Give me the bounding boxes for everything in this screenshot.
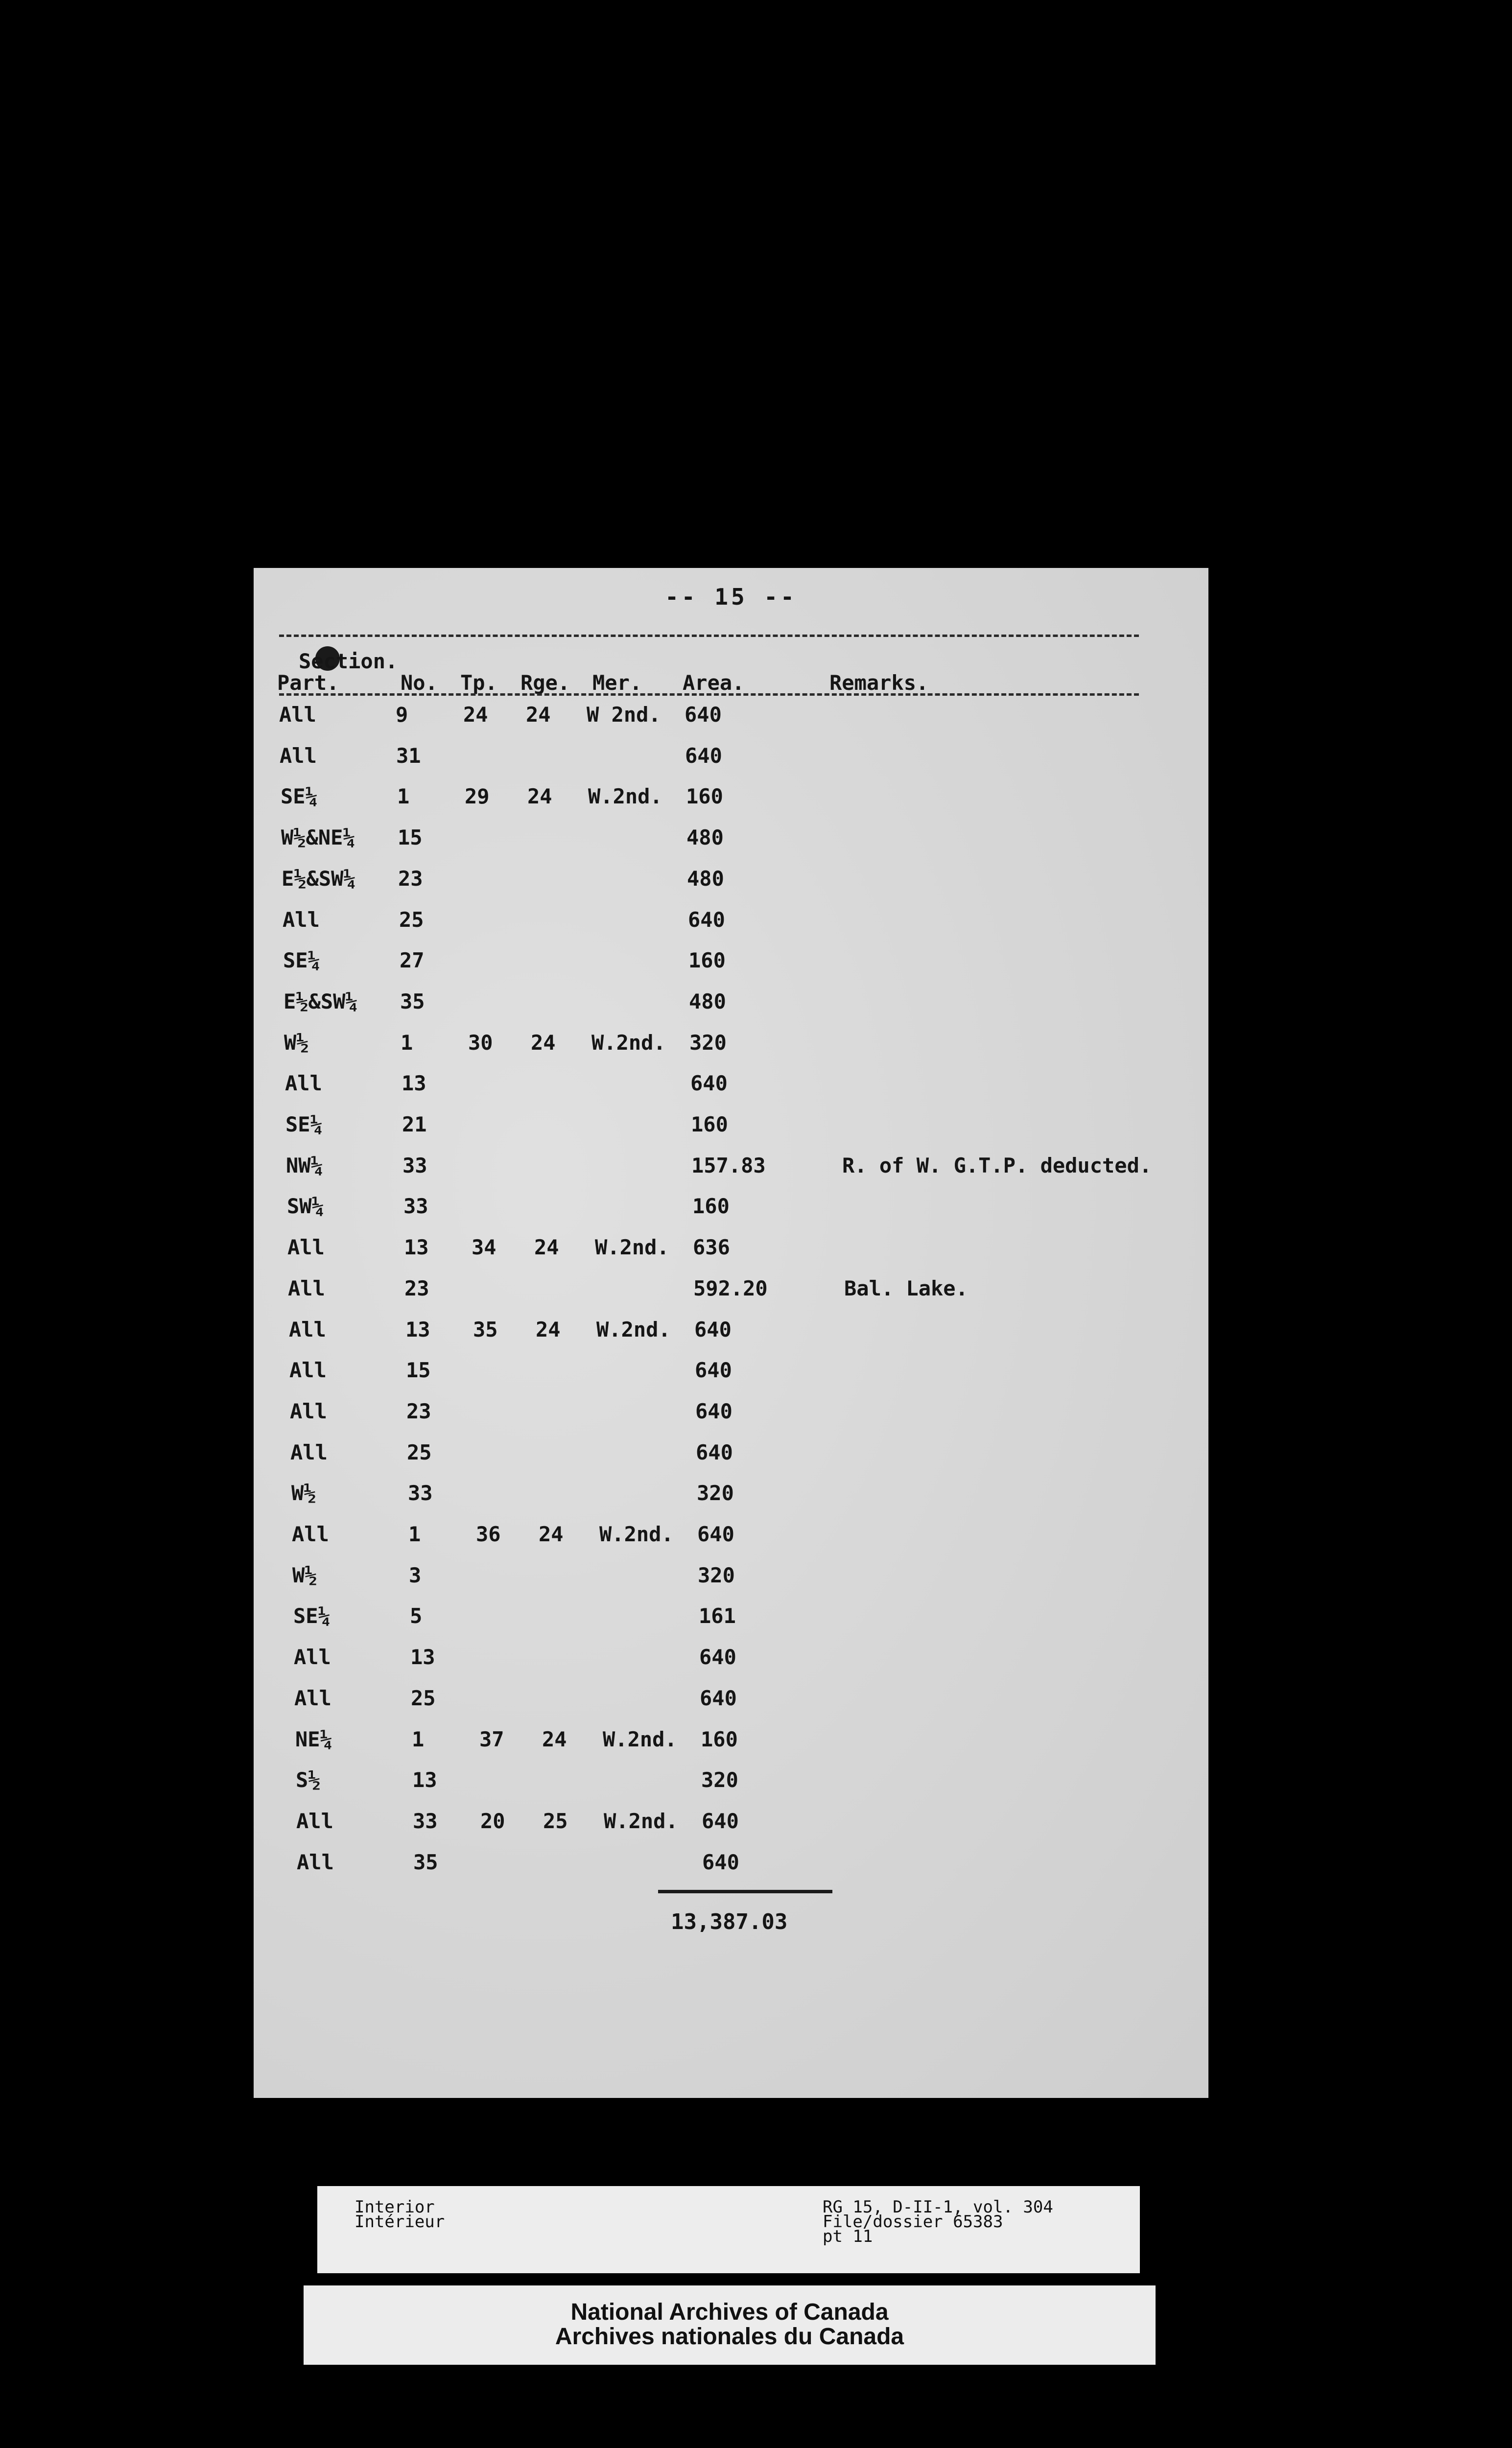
cell-mer: W.2nd. (591, 1031, 666, 1055)
cell-part: SE¼ (281, 784, 318, 808)
cell-area: 160 (691, 1112, 728, 1136)
cell-area: 640 (702, 1809, 739, 1833)
cell-part: All (280, 744, 317, 768)
cell-no: 25 (399, 908, 424, 932)
institution-name-fr: Archives nationales du Canada (555, 2324, 904, 2350)
table-row (254, 1727, 1208, 1766)
cell-no: 13 (402, 1071, 426, 1095)
cell-part: SE¼ (283, 948, 320, 972)
table-row (254, 1850, 1208, 1889)
cell-rge: 24 (526, 703, 551, 727)
cell-rge: 24 (531, 1031, 556, 1055)
cell-no: 33 (413, 1809, 438, 1833)
cell-part: W½ (284, 1031, 309, 1055)
cell-area: 640 (685, 744, 722, 768)
cell-no: 21 (402, 1112, 427, 1136)
cell-no: 25 (411, 1686, 436, 1710)
cell-part: SE¼ (285, 1112, 323, 1136)
cell-area: 160 (686, 784, 723, 808)
cell-no: 23 (406, 1399, 431, 1423)
cell-part: All (285, 1071, 322, 1095)
cell-tp: 30 (468, 1031, 493, 1055)
cell-rge: 24 (527, 784, 552, 808)
table-row (254, 1440, 1208, 1480)
cell-no: 33 (402, 1153, 427, 1177)
label-department-en: Interior (354, 2197, 435, 2217)
cell-no: 25 (407, 1440, 432, 1464)
cell-tp: 29 (465, 784, 490, 808)
cell-no: 15 (398, 825, 423, 849)
cell-area: 160 (701, 1727, 738, 1751)
table-row (254, 1194, 1208, 1233)
table-row (254, 1318, 1208, 1357)
cell-area: 640 (699, 1645, 736, 1669)
cell-no: 31 (396, 744, 421, 768)
cell-part: All (294, 1686, 331, 1710)
cell-no: 13 (404, 1235, 429, 1259)
header-section: Section. (299, 649, 398, 673)
table-row (254, 1112, 1208, 1152)
table-row (254, 1358, 1208, 1397)
cell-area: 160 (692, 1194, 730, 1218)
header-part: Part. (277, 671, 339, 695)
cell-tp: 24 (463, 703, 488, 727)
table-row (254, 1235, 1208, 1274)
cell-part: All (289, 1318, 326, 1342)
cell-part: All (296, 1809, 333, 1833)
cell-part: S½ (296, 1768, 321, 1792)
cell-area: 640 (696, 1440, 733, 1464)
table-row (254, 1399, 1208, 1438)
cell-rge: 24 (534, 1235, 559, 1259)
cell-no: 35 (400, 989, 425, 1013)
cell-no: 23 (404, 1276, 429, 1300)
institution-banner (304, 2285, 1156, 2365)
table-row (254, 1563, 1208, 1602)
cell-area: 640 (700, 1686, 737, 1710)
table-row (254, 948, 1208, 988)
cell-area: 640 (697, 1522, 734, 1546)
table-row (254, 1645, 1208, 1684)
cell-area: 592.20 (693, 1276, 768, 1300)
cell-no: 1 (397, 784, 410, 808)
label-department-fr: Intérieur (354, 2212, 445, 2232)
cell-no: 33 (403, 1194, 428, 1218)
cell-rge: 24 (542, 1727, 567, 1751)
cell-no: 9 (396, 703, 408, 727)
cell-area: 320 (698, 1563, 735, 1587)
cell-area: 320 (701, 1768, 738, 1792)
cell-part: All (289, 1358, 327, 1382)
header-area: Area. (683, 671, 745, 695)
cell-no: 5 (410, 1604, 423, 1628)
cell-part: All (294, 1645, 331, 1669)
cell-part: NW¼ (286, 1153, 323, 1177)
cell-part: E½&SW¼ (284, 989, 358, 1013)
table-row (254, 1604, 1208, 1643)
cell-mer: W.2nd. (604, 1809, 678, 1833)
cell-no: 1 (412, 1727, 425, 1751)
cell-mer: W.2nd. (603, 1727, 677, 1751)
cell-part: W½ (291, 1481, 316, 1505)
cell-part: SW¼ (287, 1194, 324, 1218)
page-number: -- 15 -- (665, 584, 797, 610)
label-record-group: RG 15, D-II-1, vol. 304 (823, 2197, 1053, 2217)
header-remarks: Remarks. (829, 671, 929, 695)
cell-part: SE¼ (293, 1604, 331, 1628)
cell-area: 480 (687, 867, 724, 891)
cell-part: All (288, 1276, 325, 1300)
cell-no: 1 (408, 1522, 421, 1546)
cell-area: 640 (685, 703, 722, 727)
table-row (254, 1768, 1208, 1807)
document-page (254, 568, 1208, 2098)
total-rule (658, 1890, 832, 1893)
cell-part: All (297, 1850, 334, 1874)
table-row (254, 1276, 1208, 1316)
cell-area: 640 (695, 1399, 732, 1423)
cell-tp: 34 (472, 1235, 496, 1259)
cell-part: All (287, 1235, 325, 1259)
cell-tp: 37 (479, 1727, 504, 1751)
table-row (254, 1031, 1208, 1070)
cell-no: 23 (398, 867, 423, 891)
table-row (254, 989, 1208, 1029)
cell-part: All (279, 703, 316, 727)
cell-remarks: Bal. Lake. (844, 1276, 968, 1300)
table-row (254, 1522, 1208, 1561)
label-part: pt 11 (823, 2227, 873, 2246)
cell-remarks: R. of W. G.T.P. deducted. (842, 1153, 1152, 1177)
table-row (254, 825, 1208, 865)
cell-part: W½&NE¼ (281, 825, 355, 849)
institution-name-en: National Archives of Canada (570, 2299, 889, 2325)
cell-area: 320 (697, 1481, 734, 1505)
cell-area: 161 (699, 1604, 736, 1628)
table-row (254, 1481, 1208, 1520)
cell-part: E½&SW¼ (282, 867, 356, 891)
table-row (254, 703, 1208, 742)
table-row (254, 1153, 1208, 1193)
cell-no: 27 (400, 948, 425, 972)
cell-mer: W.2nd. (599, 1522, 674, 1546)
cell-area: 640 (702, 1850, 739, 1874)
cell-no: 13 (410, 1645, 435, 1669)
header-top-rule (279, 635, 1139, 637)
cell-rge: 24 (536, 1318, 561, 1342)
cell-part: NE¼ (295, 1727, 332, 1751)
table-row (254, 908, 1208, 947)
cell-area: 640 (694, 1318, 732, 1342)
table-row (254, 744, 1208, 783)
cell-no: 15 (406, 1358, 431, 1382)
cell-no: 33 (408, 1481, 433, 1505)
archive-reference-label (317, 2186, 1140, 2273)
cell-mer: W.2nd. (596, 1318, 671, 1342)
cell-no: 35 (413, 1850, 438, 1874)
cell-part: All (290, 1440, 328, 1464)
cell-area: 480 (689, 989, 726, 1013)
cell-area: 320 (689, 1031, 727, 1055)
header-rge: Rge. (520, 671, 570, 695)
cell-no: 1 (401, 1031, 413, 1055)
total-area: 13,387.03 (671, 1909, 788, 1934)
cell-rge: 25 (543, 1809, 568, 1833)
cell-tp: 35 (473, 1318, 498, 1342)
cell-area: 640 (695, 1358, 732, 1382)
cell-area: 636 (693, 1235, 730, 1259)
cell-area: 640 (688, 908, 725, 932)
cell-part: All (283, 908, 320, 932)
header-no: No. (401, 671, 438, 695)
table-row (254, 867, 1208, 906)
header-tp: Tp. (460, 671, 497, 695)
header-mer: Mer. (592, 671, 642, 695)
cell-tp: 36 (476, 1522, 501, 1546)
header-bottom-rule (279, 693, 1139, 696)
cell-part: W½ (292, 1563, 317, 1587)
cell-no: 13 (405, 1318, 430, 1342)
cell-area: 157.83 (691, 1153, 766, 1177)
label-file: File/dossier 65383 (823, 2212, 1003, 2232)
cell-rge: 24 (539, 1522, 564, 1546)
cell-mer: W 2nd. (587, 703, 661, 727)
cell-no: 3 (409, 1563, 422, 1587)
table-row (254, 1809, 1208, 1848)
cell-area: 480 (686, 825, 724, 849)
cell-mer: W.2nd. (595, 1235, 669, 1259)
cell-no: 13 (412, 1768, 437, 1792)
table-row (254, 784, 1208, 824)
cell-area: 160 (688, 948, 726, 972)
cell-part: All (292, 1522, 329, 1546)
table-row (254, 1071, 1208, 1110)
table-row (254, 1686, 1208, 1725)
cell-tp: 20 (480, 1809, 505, 1833)
cell-part: All (290, 1399, 327, 1423)
cell-area: 640 (690, 1071, 728, 1095)
cell-mer: W.2nd. (588, 784, 662, 808)
